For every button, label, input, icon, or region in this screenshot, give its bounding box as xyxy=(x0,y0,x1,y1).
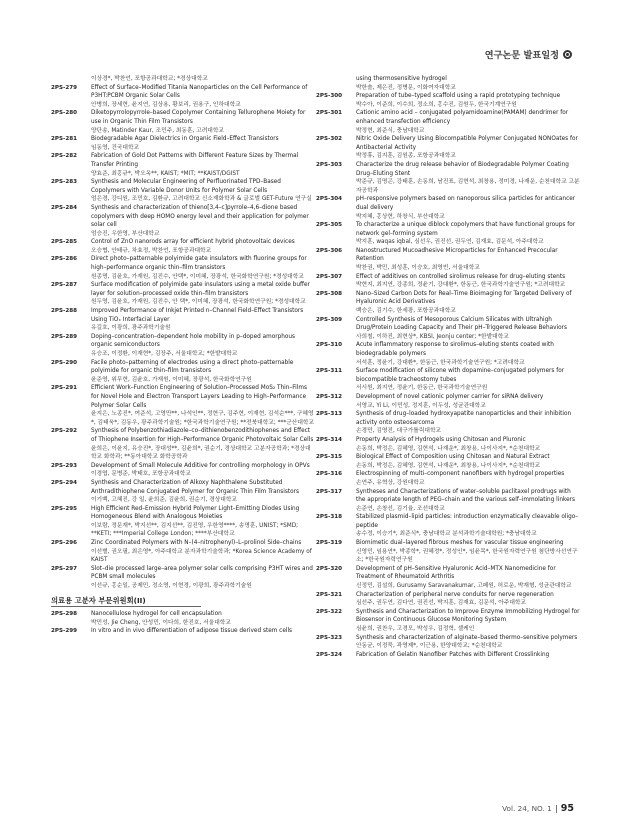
entry-authors: 손동희, 박정은, 김혜영, 김현석, 나재운*, 최창용, 나이사지*, *순천대학교 xyxy=(356,462,541,469)
entry-authors: 이경엽, 문병준, 박태호, 포항공과대학교 xyxy=(91,471,191,478)
entry-title: Effect of Surface–Modified Titania Nanoparticles on the Cell Performance of P3HT:PCBM Organic Solar Cells xyxy=(91,84,308,100)
entry-id: 2PS-300 xyxy=(316,93,343,100)
entry-authors: 이기백, 고혜진, 강 일, 윤희준, 김윤희, 권순기, 경상대학교 xyxy=(91,497,237,504)
entry-id: 2PS-316 xyxy=(316,471,343,478)
entry-title: Doping–concentration–dependent hole mobility in p–doped amorphous organic semiconductors xyxy=(91,333,296,349)
circle-bullet-icon xyxy=(563,50,572,59)
entry-id: 2PS-299 xyxy=(51,628,78,635)
entry-id: 2PS-311 xyxy=(316,368,343,375)
entry-title: Synthesis of Polybenzothiadiazole–co–dithienobenzodithiophenes and Effect of Thiophene Insertion for High–Performance Organic Photovoltaic Solar Cells xyxy=(91,428,314,443)
entry-authors: 박한솔, 제은진, 정병문, 이화여자대학교 xyxy=(356,84,456,91)
program-entry xyxy=(316,470,581,487)
entry-title: Efficient Work–Function Engineering of Solution–Processed MoS₂ Thin–Films for Novel Hole and Electron Transport Layers Leading to High–Performance Polymer Solar Cells xyxy=(91,385,307,409)
entry-title: Synthesis of drug–loaded hydroxyapatite nanoparticles and their inhibition activity onto osteosarcoma xyxy=(356,411,572,426)
program-entry xyxy=(316,195,581,221)
entry-title: Synthesis and characterization of alginate–based thermo–sensitive polymers xyxy=(356,634,578,641)
entry-authors: 박지훈, waqas iqbal, 심선우, 권진선, 권두연, 김재효, 김문석, 아주대학교 xyxy=(356,239,544,246)
entry-authors: 사희철, 이하진, 최현상*, KBSI, Jeonju center; *한밭대학교 xyxy=(356,333,509,340)
program-entry xyxy=(316,539,581,565)
entry-authors: 신정민, 김설희, Gurusamy Saravanakumar, 고페원, 허로운, 박재형, 성균관대학교 xyxy=(356,583,572,590)
lead-entry xyxy=(51,75,316,84)
entry-title: Nano–Sized Carbon Dots for Real–Time Bioimaging for Targeted Delivery of Hyaluronic Acid Derivatives xyxy=(356,290,572,306)
entry-authors: 서시원, 최지연, 정윤기, 한동근, 한국과학기술연구원 xyxy=(356,385,488,392)
program-entry xyxy=(316,651,581,660)
entry-authors: 심선주, 권두연, 김다연, 권진선, 박지훈, 김재효, 김문석, 아주대학교 xyxy=(356,600,527,607)
entry-title: Diketopyrrolopyrrole–based Copolymer Containing Tellurophene Moiety for use in Organic Thin Film Transistors xyxy=(91,110,306,125)
program-entry xyxy=(51,539,316,565)
entry-authors: 박찬권, 박민, 최성훈, 이승호, 최영빈, 서울대학교 xyxy=(356,265,480,272)
entry-title: Syntheses and Characterizations of water–soluble paclitaxel prodrugs with the appropriate length of PEG–chain and the various self–immolating linkers xyxy=(356,488,576,504)
program-entry xyxy=(51,307,316,333)
entry-authors: 오승협, 안태규, 차효정, 박찬언, 포항공과대학교 xyxy=(91,247,212,254)
entry-id: 2PS-282 xyxy=(51,153,78,160)
program-entry xyxy=(316,92,581,109)
program-entry xyxy=(51,479,316,505)
entry-id: 2PS-294 xyxy=(51,479,78,486)
entry-id: 2PS-288 xyxy=(51,308,78,315)
entry-id: 2PS-317 xyxy=(316,488,343,495)
entry-id: 2PS-320 xyxy=(316,565,343,572)
entry-authors: 양효준, 최홍규*, 박오옥**, KAIST; *MIT; **KAIST/DGIST xyxy=(91,170,240,177)
program-entry xyxy=(51,333,316,359)
entry-id: 2PS-305 xyxy=(316,222,343,229)
header-title: 연구논문 발표일정 xyxy=(484,50,559,61)
entry-authors: 박정현, 최준식, 충남대학교 xyxy=(356,127,425,134)
entry-id: 2PS-321 xyxy=(316,591,343,598)
program-entry xyxy=(316,341,581,367)
entry-id: 2PS-303 xyxy=(316,161,343,168)
entry-authors: 임동영, 건국대학교 xyxy=(91,144,140,151)
right-column xyxy=(316,75,581,659)
program-entry xyxy=(51,109,316,135)
program-entry xyxy=(51,84,316,110)
entry-authors: 백승은, 김기수, 한세광, 포항공과대학교 xyxy=(356,308,456,315)
entry-title: Biomimetic dual–layered fibrous meshes for vascular tissue engineering xyxy=(356,540,564,547)
program-entry xyxy=(51,384,316,427)
entry-id: 2PS-289 xyxy=(51,333,78,340)
entry-title: Development of novel cationic polymer carrier for siRNA delivery xyxy=(356,393,544,400)
entry-authors: 유길호, 이광희, 광주과학기술원 xyxy=(91,325,171,332)
lead-entry xyxy=(316,75,581,92)
program-entry xyxy=(316,316,581,342)
entry-authors: 손경민, 김영진, 대구가톨릭대학교 xyxy=(356,428,442,435)
entry-title: Biological Effect of Composition using Chitosan and Natural Extract xyxy=(356,454,550,461)
entry-id: 2PS-280 xyxy=(51,110,78,117)
program-entry xyxy=(316,290,581,316)
entry-title: Synthesis and characterization of thieno[3,4–c]pyrrole–4,6–dione based copolymers with deep HOMO energy level and their application for polymer solar cell xyxy=(91,204,309,229)
entry-authors: 신영민, 임용연*, 박종학*, 권혜정*, 정성인*, 임윤목*, 한국원자력연구원 첨단방사선연구소; *한국원자력연구원 xyxy=(356,548,578,564)
entry-title: Nanocellulose hydrogel for cell encapsulation xyxy=(91,611,222,618)
program-entry xyxy=(316,513,581,539)
entry-title: Surface modification of polyimide gate insulators using a metal oxide buffer layer for solution–processed oxide thin–film transistors xyxy=(91,282,310,297)
entry-authors: 박준규, 김명곤, 강태훈, 손동희, 남진표, 김현석, 최창용, 정미경, 나재운, 순천대학교 고분자공학과 xyxy=(356,179,580,194)
entry-list xyxy=(51,84,316,591)
entry-title: Slot–die processed large–area polymer solar cells comprising P3HT wires and PCBM small molecules xyxy=(91,565,313,581)
entry-title: Electrospinning of multi–component nanofibers with hydrogel properties xyxy=(356,471,565,478)
program-entry xyxy=(316,565,581,591)
entry-authors: 이선규, 홍순일, 공제민, 정소영, 이현경, 이광희, 광주과학기술원 xyxy=(91,583,252,590)
entry-title: pH–responsive polymers based on nanoporous silica particles for anticancer dual delivery xyxy=(356,196,576,211)
program-entry xyxy=(316,634,581,651)
entry-id: 2PS-319 xyxy=(316,540,343,547)
entry-authors: 이보람, 정문재*, 박지선**, 김지선**, 김진영, 우한영****, 송명훈, UNIST; *SMD; **KETI; ***Imperial College London; ****부산대학교 xyxy=(91,522,299,538)
program-entry xyxy=(316,221,581,247)
entry-title: Nanostructured Mucoadhesive Microparticles for Enhanced Precocular Retention xyxy=(356,247,558,263)
entry-id: 2PS-292 xyxy=(51,428,78,435)
entry-id: 2PS-323 xyxy=(316,634,343,641)
issue-label: Vol. 24, NO. 1 xyxy=(502,804,552,813)
entry-authors: 심윤희, 권찬우, 고경모, 박성우, 김정혁, 셀케인 xyxy=(356,626,475,632)
page-header xyxy=(485,47,572,61)
entry-authors: 박정휴, 김지훈, 김원종, 포항공과대학교 xyxy=(356,153,456,160)
program-entry xyxy=(51,505,316,539)
entry-title: Synthesis and Characterization of Alkoxy Naphthalene Substituted Anthradithiophene Conjugated Polymer for Organic Thin Film Transistors xyxy=(91,479,300,495)
entry-authors: 원두영, 김윤호, 가재원, 김진수, 안 택*, 이미혜, 장광석, 한국화학연구원; *경성대학교 xyxy=(91,299,306,306)
program-entry xyxy=(51,152,316,178)
program-entry xyxy=(51,610,316,627)
entry-authors: 박현지, 최지연, 강종희, 정윤기, 강대환*, 한동근, 한국과학기술연구원; *고려대학교 xyxy=(356,282,566,289)
entry-title: Development of pH–Sensitive Hyaluronic Acid–MTX Nanomedicine for Treatment of Rheumatoid Arthritis xyxy=(356,565,556,581)
program-entry xyxy=(316,393,581,410)
program-entry xyxy=(51,462,316,479)
program-entry xyxy=(316,247,581,273)
program-entry xyxy=(316,367,581,393)
entry-title: To characterize a unique diblock copolymers that have functional groups for network gel–forming system xyxy=(356,222,576,237)
program-entry xyxy=(316,436,581,453)
entry-id: 2PS-313 xyxy=(316,411,343,418)
program-entry xyxy=(51,427,316,461)
entry-title: In vitro and in vivo differentiation of adipose tissue derived stem cells xyxy=(91,628,293,635)
entry-id: 2PS-297 xyxy=(51,565,78,572)
entry-title: Surface modification of silicone with dopamine–conjugated polymers for biocompatible tracheostomy tubes xyxy=(356,368,565,383)
entry-authors: 양단송, Matinder Kaur, 조민주, 최동훈, 고려대학교 xyxy=(91,127,224,134)
entry-title: Characterize the drug release behavior of Biodegradable Polymer Coating Drug–Eluting Stent xyxy=(356,161,569,177)
entry-title: Improved Performance of Inkjet Printed n–Channel Field–Effect Transistors Using TiOₓ Interfacial Layer xyxy=(91,308,304,323)
entry-title: Cationic amino acid – conjugated polyamidoamine(PAMAM) dendrimer for enhanced transfection efficiency xyxy=(356,110,569,125)
footer-divider xyxy=(556,805,557,813)
entry-id: 2PS-309 xyxy=(316,316,343,323)
entry-title: Zinc Coordinated Polymers with N–(4–nitrophenyl)–L–prolinol Side–chains xyxy=(91,540,302,547)
entry-id: 2PS-301 xyxy=(316,110,343,117)
entry-id: 2PS-286 xyxy=(51,256,78,263)
entry-authors: 박민성, Jie Cheng, 안성민, 이다희, 한진호, 서울대학교 xyxy=(91,619,231,626)
page-number: 95 xyxy=(560,803,574,814)
entry-authors: 안동균, 이정묵, 곽영제*, 이근용, 한양대학교; *순천대학교 xyxy=(356,643,503,650)
entry-authors: 이선별, 권오필, 최은영*, 아주대학교 분자과학기술학과; *Korea Science Academy of KAIST xyxy=(91,548,312,564)
entry-authors: 송수정, 이승기*, 최준식*, 충남대학교 분석과학기술대학원; *충남대학교 xyxy=(356,531,537,538)
entry-id: 2PS-318 xyxy=(316,514,343,521)
entry-id: 2PS-324 xyxy=(316,651,343,658)
entry-id: 2PS-284 xyxy=(51,204,78,211)
entry-id: 2PS-307 xyxy=(316,273,343,280)
entry-authors: 유승조, 이정환, 이재현*, 김장주, 서울대학교; *한밭대학교 xyxy=(91,351,238,357)
entry-id: 2PS-287 xyxy=(51,282,78,289)
entry-authors: 윤희은, 이윤지, 유승진*, 장대성**, 김윤희*, 권순기, 경상대학교 고분자공학과; *경상대학교 화학과; **동아대학교 화학공학과 xyxy=(91,445,311,461)
entry-title: High Efficient Red–Emission Hybrid Polymer Light–Emitting Diodes Using Homogeneous Blend with Analogous Moieties xyxy=(91,505,300,521)
program-entry xyxy=(316,453,581,470)
entry-id: 2PS-283 xyxy=(51,179,78,186)
entry-id: 2PS-291 xyxy=(51,385,78,392)
program-entry xyxy=(316,591,581,608)
entry-title: Effect of additives on controlled sirolimus release for drug–eluting stents xyxy=(356,273,566,280)
entry-authors: 안병희, 장세현, 윤지연, 김상용, 황보리, 권용구, 인하대학교 xyxy=(91,101,241,108)
entry-id: 2PS-306 xyxy=(316,247,343,254)
entry-authors: 박지혜, 홍상현, 하창식, 부산대학교 xyxy=(356,213,445,220)
entry-id: 2PS-312 xyxy=(316,393,343,400)
entry-title: Control of ZnO nanorods array for efficient hybrid photovoltaic devices xyxy=(91,239,295,246)
entry-id: 2PS-281 xyxy=(51,136,78,143)
entry-authors: 엄은경, 강디원, 조민호, 김환규, 고려대학교 신소재화학과 & 글로벌 GET-Future 연구실 xyxy=(91,196,312,203)
program-entry xyxy=(51,281,316,307)
entry-id: 2PS-285 xyxy=(51,239,78,246)
entry-authors: 윤지은, 노종진*, 여준석, 고영만**, 나석인**, 정현구, 김주현, 이재현, 김석순***, 구혜영*, 김태욱*, 김동우, 광주과학기술원; *한국과학기술연구원; **전북대학교; ***군산대학교 xyxy=(91,411,315,426)
entry-title: using thermosensitive hydrogel xyxy=(356,76,447,82)
entry-authors: 손연주, 유혁상, 강원대학교 xyxy=(356,479,425,486)
entry-id: 2PS-293 xyxy=(51,462,78,469)
program-entry xyxy=(316,608,581,634)
program-entry xyxy=(51,255,316,281)
entry-authors: 손준연, 손창선, 김기율, 조선대학교 xyxy=(356,505,445,512)
entry-id: 2PS-290 xyxy=(51,359,78,366)
entry-title: Nitric Oxide Delivery Using Biocompatible Polymer Conjugated NONOates for Antibacterial Activity xyxy=(356,136,578,151)
entry-id: 2PS-296 xyxy=(51,540,78,547)
entry-title: Stabilized plasmid–lipid particles: introduction enzymatically cleavable oligo–peptide xyxy=(356,514,579,529)
entry-id: 2PS-308 xyxy=(316,290,343,297)
entry-id: 2PS-315 xyxy=(316,454,343,461)
program-entry xyxy=(51,178,316,204)
program-entry xyxy=(316,410,581,436)
program-entry xyxy=(316,488,581,514)
program-entry xyxy=(51,204,316,238)
entry-title: Fabrication of Gelatin Nanofiber Patches with Different Crosslinking xyxy=(356,651,550,658)
entry-id: 2PS-304 xyxy=(316,196,343,203)
entry-title: Facile photo–patterning of electrodes using a direct photo–patternable polyimide for organic thin–film transistors xyxy=(91,359,294,375)
program-entry xyxy=(51,565,316,591)
left-column xyxy=(51,75,316,636)
entry-id: 2PS-314 xyxy=(316,436,343,443)
entry-id: 2PS-279 xyxy=(51,84,78,91)
entry-id: 2PS-322 xyxy=(316,608,343,615)
entry-authors: 이상경*, 박찬언, 포항공과대학교; *경상대학교 xyxy=(91,76,208,82)
program-entry xyxy=(316,161,581,195)
entry-title: Acute inflammatory response to sirolimus–eluting stents coated with biodegradable polymers xyxy=(356,342,554,357)
entry-title: Synthesis and Molecular Engineering of Perfluorinated TPD–Based Copolymers with Variable Donor Units for Polymer Solar Cells xyxy=(91,179,281,194)
entry-title: Controlled Synthesis of Mesoporous Calcium Silicates with Ultrahigh Drug/Protein Loading Capacity and Their pH–Triggered Release Behaviors xyxy=(356,316,567,332)
page-footer xyxy=(502,803,574,814)
entry-title: Development of Small Molecule Additive for controlling morphology in OPVs xyxy=(91,462,310,469)
entry-authors: 서영교, Yi Li, 이민성, 정지훈, 이두성, 성균관대학교 xyxy=(356,402,486,409)
entry-list-section xyxy=(51,610,316,636)
entry-authors: 손동희, 박정은, 김혜영, 김현석, 나재운*, 최창용, 나이사지*, *순천대학교 xyxy=(356,445,541,452)
entry-id: 2PS-298 xyxy=(51,611,78,618)
entry-authors: 윤준영, 위무현, 김윤호, 가재원, 이미혜, 장광석, 한국화학연구원 xyxy=(91,376,252,383)
program-entry xyxy=(51,135,316,152)
program-entry xyxy=(316,273,581,290)
program-entry xyxy=(51,359,316,385)
entry-id: 2PS-302 xyxy=(316,136,343,143)
entry-title: Fabrication of Gold Dot Patterns with Different Feature Sizes by Thermal Transfer Printing xyxy=(91,153,299,168)
entry-title: Preparation of tube–typed scaffold using a rapid prototyping technique xyxy=(356,93,561,100)
entry-title: Biodegradable Agar Dielectrics in Organic Field–Effect Transistors xyxy=(91,136,279,143)
entry-title: Direct photo–patternable polyimide gate insulators with fluorine groups for high–performance organic thin–film transistors xyxy=(91,256,307,272)
entry-id: 2PS-310 xyxy=(316,342,343,349)
entry-title: Synthesis and Characterization to Improve Enzyme Immobilizing Hydrogel for Biosensor in Continuous Glucose Monitoring System xyxy=(356,608,580,624)
entry-authors: 엄승진, 우한영, 부산대학교 xyxy=(91,230,160,237)
program-entry xyxy=(316,135,581,161)
program-entry xyxy=(51,238,316,255)
entry-title: Characterization of peripheral nerve conduits for nerve regeneration xyxy=(356,591,554,598)
entry-id: 2PS-295 xyxy=(51,505,78,512)
entry-authors: 원종명, 김윤호, 가재원, 김진수, 안택*, 이미혜, 장광석, 한국화학연구원; *경성대학교 xyxy=(91,273,304,280)
section-title: 의료용 고분자 부문위원회(II) xyxy=(51,597,201,608)
entry-list xyxy=(316,92,581,659)
entry-authors: 박수아, 이준희, 이수희, 정소희, 홍수진, 김원두, 한국기계연구원 xyxy=(356,101,517,108)
entry-authors: 서석훈, 정윤기, 강대환*, 한동근, 한국과학기술연구원; *고려대학교 xyxy=(356,359,525,366)
entry-title: Property Analysis of Hydrogels using Chitosan and Pluronic xyxy=(356,436,526,443)
program-entry xyxy=(316,109,581,135)
program-entry xyxy=(51,627,316,636)
